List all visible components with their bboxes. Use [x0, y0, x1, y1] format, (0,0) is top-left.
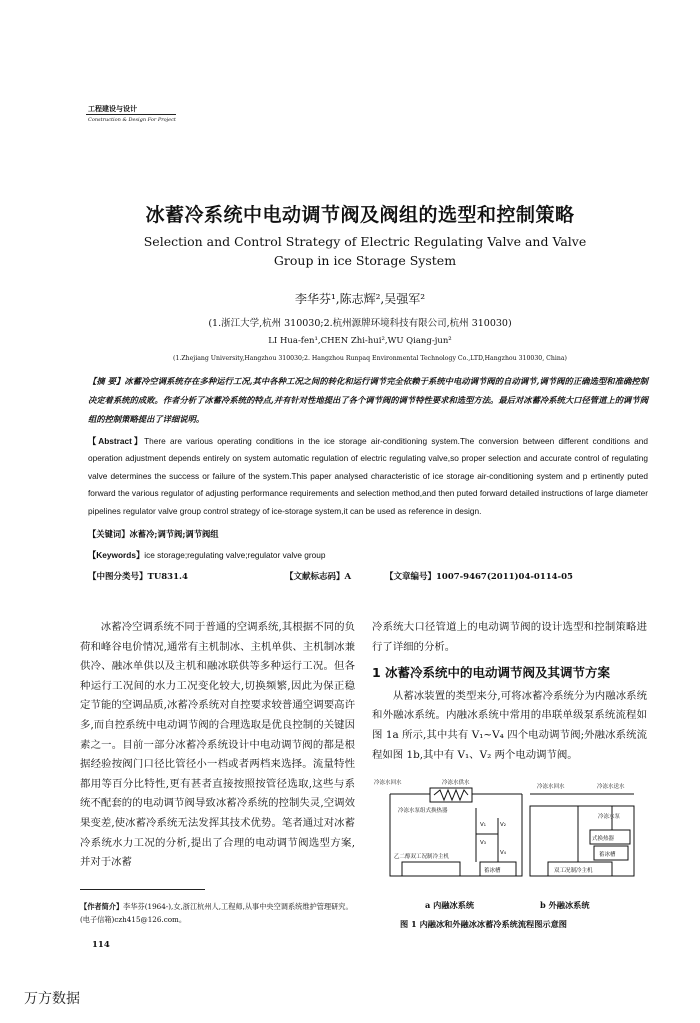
abstract-en-text: There are various operating conditions in the ice storage air-conditioning system.The conversion between different conditions and operation adjustment depends entirely on system automatic regulation of electric regulating valve,so proper selection and accurate control of regulating valve determines the success or failure of the system.This paper analysed characteristic of ice storage air-conditioning system and p ertinently puted forward the various regulator of adjusting performance requirements and selection method,and then puted forward detailed instructions of large diameter pipelines regulator valve group control strategy of ice-storage system,it can be used as reference in design.: [88, 436, 648, 516]
valve-v4: V₄: [500, 850, 506, 856]
valve-v3: V₃: [480, 840, 486, 846]
page-number: 114: [92, 940, 110, 950]
keywords-en-label: 【Keywords】: [88, 550, 145, 560]
label-b-chiller: 双工况制冷主机: [554, 868, 593, 874]
label-a-plate: 冷冻水泵组式换热器: [398, 808, 448, 814]
abstract-cn-text: 冰蓄冷空调系统存在多种运行工况,其中各种工况之间的转化和运行调节完全依赖于系统中电动调节阀的自动调节,调节阀的正确选型和准确控制决定着系统的成败。作者分析了冰蓄冷系统的特点,并有针对性地提出了各个调节阀的调节特性要求和选型方法。最后对冰蓄冷系统大口径管道上的调节阀组的控制策略提出了详细说明。: [88, 376, 648, 424]
flow-diagram-figure: [372, 778, 652, 894]
watermark: 万方数据: [24, 991, 80, 1007]
label-a-return: 冷冻水回水: [374, 780, 402, 786]
figure-caption: 图 1 内融冰和外融冰冰蓄冷系统流程图示意图: [400, 919, 567, 929]
footnote-label: 【作者简介】: [80, 902, 124, 911]
footnote-text: 李华芬(1964-),女,浙江杭州人,工程师,从事中央空调系统维护管理研究。(电子信箱)czh415@126.com。: [80, 902, 353, 924]
affiliation-chinese: (1.浙江大学,杭州 310030;2.杭州源牌环境科技有限公司,杭州 310030): [208, 318, 512, 329]
keywords-en-text: ice storage;regulating valve;regulator valve group: [144, 550, 326, 560]
section-heading: 1 冰蓄冷系统中的电动调节阀及其调节方案: [372, 665, 611, 681]
journal-tag: 工程建设与设计: [88, 104, 137, 113]
diagram-a-plate-hx: [430, 788, 472, 802]
keywords-cn-text: 冰蓄冷;调节阀;调节阀组: [129, 529, 219, 539]
keywords-cn-label: 【关键词】: [88, 529, 130, 539]
valve-v1: V₁: [480, 822, 486, 828]
label-b-supply: 冷冻水送水: [597, 784, 625, 790]
abstract-english: [88, 433, 648, 520]
body-right-column: [372, 618, 647, 765]
body-left-column: [80, 618, 355, 873]
label-b-hx: 式换热器: [592, 836, 615, 842]
author-footnote: [80, 900, 355, 926]
abstract-en-label: 【Abstract】: [88, 436, 145, 446]
valve-v2: V₂: [500, 822, 506, 828]
authors-chinese: 李华芬¹,陈志辉²,吴强军²: [294, 292, 426, 306]
keywords-chinese: [88, 528, 648, 540]
keywords-english: [88, 549, 648, 561]
diagram-a-chiller: [402, 862, 460, 876]
label-a-chiller: 乙二醇双工况制冷主机: [394, 854, 450, 860]
figure-subcaption-b: b 外融冰系统: [540, 900, 590, 910]
label-b-pump: 冷冻水泵: [598, 814, 621, 820]
authors-english: LI Hua-fen¹,CHEN Zhi-hui²,WU Qiang-jun²: [268, 336, 452, 346]
title-chinese: 冰蓄冷系统中电动调节阀及阀组的选型和控制策略: [145, 204, 575, 226]
clc-number: 【中图分类号】TU831.4: [88, 572, 188, 582]
figure-subcaption-a: a 内融冰系统: [425, 900, 475, 910]
section-paragraph: 从蓄冰装置的类型来分,可将冰蓄冷系统分为内融冰系统和外融冰系统。内融冰系统中常用的串联单级泵系统流程如图 1a 所示,其中共有 V₁~V₄ 四个电动调节阀;外融冰系统流程如图 1b,其中有 V₁、V₂ 两个电动调节阀。: [372, 689, 647, 761]
abstract-cn-label: 【摘 要】: [88, 376, 125, 386]
header-divider: [86, 114, 176, 115]
label-a-supply: 冷冻水供水: [442, 780, 470, 786]
diagram-a-hx-zigzag: [434, 790, 468, 800]
article-number: 【文章编号】1007-9467(2011)04-0114-05: [385, 572, 573, 582]
title-english: Selection and Control Strategy of Electric Regulating Valve and Valve Group in ice Storage System: [143, 234, 587, 268]
intro-paragraph: 冰蓄冷空调系统不同于普通的空调系统,其根据不同的负荷和峰谷电价情况,通常有主机制冰、主机单供、主机制冰兼供冷、融冰单供以及主机和融冰联供等多种运行工况。但各种运行工况间的水力工况变化较大,切换频繁,因此为保正稳定节能的空调品质,冰蓄冷系统对自控要求较普通空调要高许多,而自控系统中电动调节阀的合理选取是优良控制的关键因素之一。目前一部分冰蓄冷系统设计中电动调节阀的都是根据经验按阀门口径比管径小一档或者两档来选择。流量特性都用等百分比特性,更有甚者直接按照按管径选取,这些与系统不配套的的电动调节阀导致冰蓄冷系统的控制失灵,空调效果变差,使冰蓄冷系统无法发挥其技术优势。笔者通过对冰蓄冷系统水力工况的分析,提出了合理的电动调节阀选型方案,并对于冰蓄: [80, 621, 355, 869]
label-b-return: 冷冻水回水: [537, 784, 565, 790]
abstract-chinese: [88, 372, 648, 429]
label-b-tank: 蓄冰槽: [599, 852, 616, 858]
intro-continuation: 冷系统大口径管道上的电动调节阀的设计选型和控制策略进行了详细的分析。: [372, 621, 647, 653]
label-a-tank: 蓄冰槽: [484, 868, 501, 874]
affiliation-english: (1.Zhejiang University,Hangzhou 310030;2. Hangzhou Runpaq Environmental Technology Co.,LTD,Hangzhou 310030, China): [173, 355, 567, 362]
journal-subtitle: Construction & Design For Project: [88, 117, 176, 123]
document-code: 【文献标志码】A: [285, 572, 352, 582]
footnote-divider: [80, 889, 205, 890]
